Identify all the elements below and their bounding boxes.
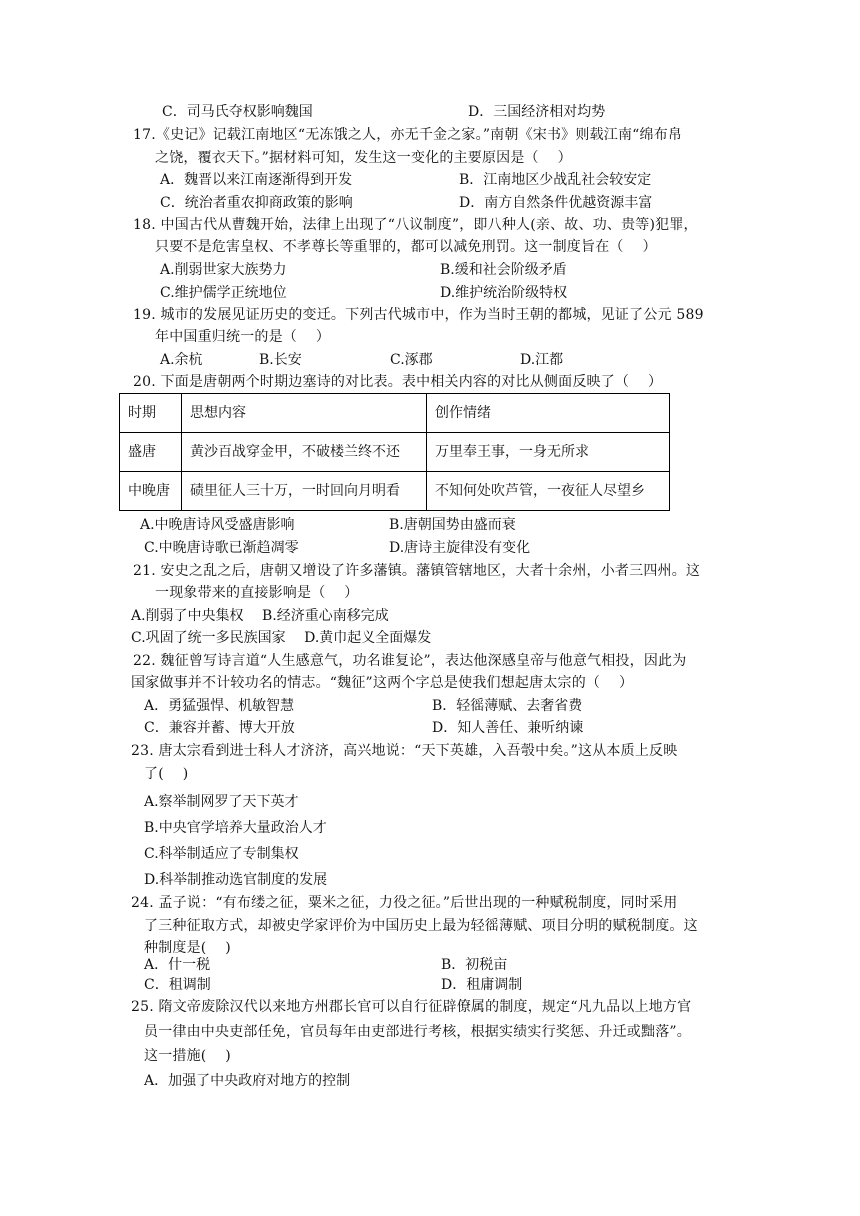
table-cell: 黄沙百战穿金甲，不破楼兰终不还 — [182, 433, 427, 472]
q19-option-a: A.余杭 — [160, 352, 203, 368]
q24-option-b: B．初税亩 — [441, 957, 508, 973]
q18-option-c: C.维护儒学正统地位 — [160, 285, 287, 301]
q25-stem-line3: 这一措施( ) — [144, 1048, 231, 1064]
q18-stem-line2: 只要不是危害皇权、不孝尊长等重罪的，都可以减免刑罚。这一制度旨在（ ） — [155, 239, 657, 255]
q22-stem-line2: 国家做事并不计较功名的情志。“魏征”这两个字总是使我们想起唐太宗的（ ） — [131, 675, 634, 691]
q22-option-b: B．轻徭薄赋、去奢省费 — [432, 698, 583, 714]
q23-option-a: A.察举制网罗了天下英才 — [144, 794, 299, 810]
q23-option-b: B.中央官学培养大量政治人才 — [144, 820, 327, 836]
q24-option-a: A．什一税 — [144, 957, 211, 973]
q22-option-c: C．兼容并蓄、博大开放 — [144, 720, 295, 736]
q22-stem-line1: 22. 魏征曾写诗言道“人生感意气，功名谁复论”，表达他深感皇帝与他意气相投，因此为 — [133, 653, 687, 669]
table-row — [120, 472, 670, 511]
table-cell: 万里奉王事，一身无所求 — [427, 433, 670, 472]
q18-option-d: D.维护统治阶级特权 — [440, 285, 568, 301]
q25-stem-line1: 25. 隋文帝废除汉代以来地方州郡长官可以自行征辟僚属的制度，规定“凡九品以上地方官 — [131, 999, 692, 1015]
table-header-cell: 时期 — [120, 394, 182, 433]
q18-option-b: B.缓和社会阶级矛盾 — [440, 262, 567, 278]
q17-option-c: C．统治者重农抑商政策的影响 — [160, 195, 353, 211]
q25-option-a: A．加强了中央政府对地方的控制 — [144, 1073, 351, 1089]
q19-option-b: B.长安 — [259, 352, 302, 368]
q21-stem-line1: 21. 安史之乱之后，唐朝又增设了许多藩镇。藩镇管辖地区，大者十余州，小者三四州。这 — [133, 563, 701, 579]
q23-option-d: D.科举制推动选官制度的发展 — [144, 872, 328, 888]
q18-stem-line1: 18. 中国古代从曹魏开始，法律上出现了“八议制度”，即八种人(亲、故、功、贵等)犯罪， — [133, 217, 698, 233]
q21-options-cd: C.巩固了统一多民族国家 D.黄巾起义全面爆发 — [131, 630, 432, 646]
q19-stem-line2: 年中国重归统一的是（ ） — [155, 329, 331, 345]
q20-option-d: D.唐诗主旋律没有变化 — [389, 540, 531, 556]
q21-stem-line2: 一现象带来的直接影响是（ ） — [155, 585, 359, 601]
q24-option-c: C．租调制 — [144, 977, 211, 993]
q19-option-d: D.江都 — [520, 352, 564, 368]
table-header-row — [120, 394, 670, 433]
table-cell: 碛里征人三十万，一时回向月明看 — [182, 472, 427, 511]
q17-option-a: A．魏晋以来江南逐渐得到开发 — [160, 172, 353, 188]
q23-option-c: C.科举制适应了专制集权 — [144, 846, 299, 862]
q17-option-b: B．江南地区少战乱社会较安定 — [459, 172, 652, 188]
q18-option-a: A.削弱世家大族势力 — [160, 262, 287, 278]
q17-stem-line1: 17.《史记》记载江南地区“无冻饿之人，亦无千金之家。”南朝《宋书》则载江南“绵布帛 — [133, 127, 683, 143]
table-cell: 不知何处吹芦管，一夜征人尽望乡 — [427, 472, 670, 511]
q16-option-d: D．三国经济相对均势 — [468, 104, 606, 120]
q16-option-c: C．司马氏夺权影响魏国 — [162, 104, 313, 120]
q24-stem-line2: 了三种征取方式，却被史学家评价为中国历史上最为轻徭薄赋、项目分明的赋税制度。这 — [144, 918, 698, 934]
q24-option-d: D．租庸调制 — [441, 977, 523, 993]
table-cell: 中晚唐 — [120, 472, 182, 511]
q24-stem-line1: 24. 孟子说：“有布缕之征，粟米之征，力役之征。”后世出现的一种赋税制度，同时采用 — [131, 895, 678, 911]
q20-option-b: B.唐朝国势由盛而衰 — [389, 517, 516, 533]
table-header-cell: 思想内容 — [182, 394, 427, 433]
q21-options-ab: A.削弱了中央集权 B.经济重心南移完成 — [131, 608, 389, 624]
q17-stem-line2: 之饶，覆衣天下。”据材料可知，发生这一变化的主要原因是（ ） — [155, 150, 572, 166]
q17-option-d: D．南方自然条件优越资源丰富 — [459, 195, 653, 211]
table-cell: 盛唐 — [120, 433, 182, 472]
q22-option-a: A．勇猛强悍、机敏智慧 — [144, 698, 295, 714]
q20-comparison-table — [119, 393, 670, 511]
q25-stem-line2: 员一律由中央吏部任免，官员每年由吏部进行考核，根据实绩实行奖惩、升迁或黜落”。 — [144, 1024, 691, 1040]
q20-option-c: C.中晚唐诗歌已渐趋凋零 — [144, 540, 299, 556]
q20-option-a: A.中晚唐诗风受盛唐影响 — [140, 517, 295, 533]
q24-stem-line3: 种制度是( ) — [144, 940, 231, 956]
q23-stem-line2: 了( ) — [144, 766, 189, 782]
q20-stem-line1: 20. 下面是唐朝两个时期边塞诗的对比表。表中相关内容的对比从侧面反映了（ ） — [133, 374, 663, 390]
q22-option-d: D．知人善任、兼听纳谏 — [432, 720, 584, 736]
table-row — [120, 433, 670, 472]
q23-stem-line1: 23. 唐太宗看到进士科人才济济，高兴地说：“天下英雄，入吾彀中矣。”这从本质上反映 — [131, 743, 678, 759]
q19-stem-line1: 19. 城市的发展见证历史的变迁。下列古代城市中，作为当时王朝的都城，见证了公元 589 — [133, 307, 704, 323]
q19-option-c: C.涿郡 — [390, 352, 433, 368]
table-header-cell: 创作情绪 — [427, 394, 670, 433]
